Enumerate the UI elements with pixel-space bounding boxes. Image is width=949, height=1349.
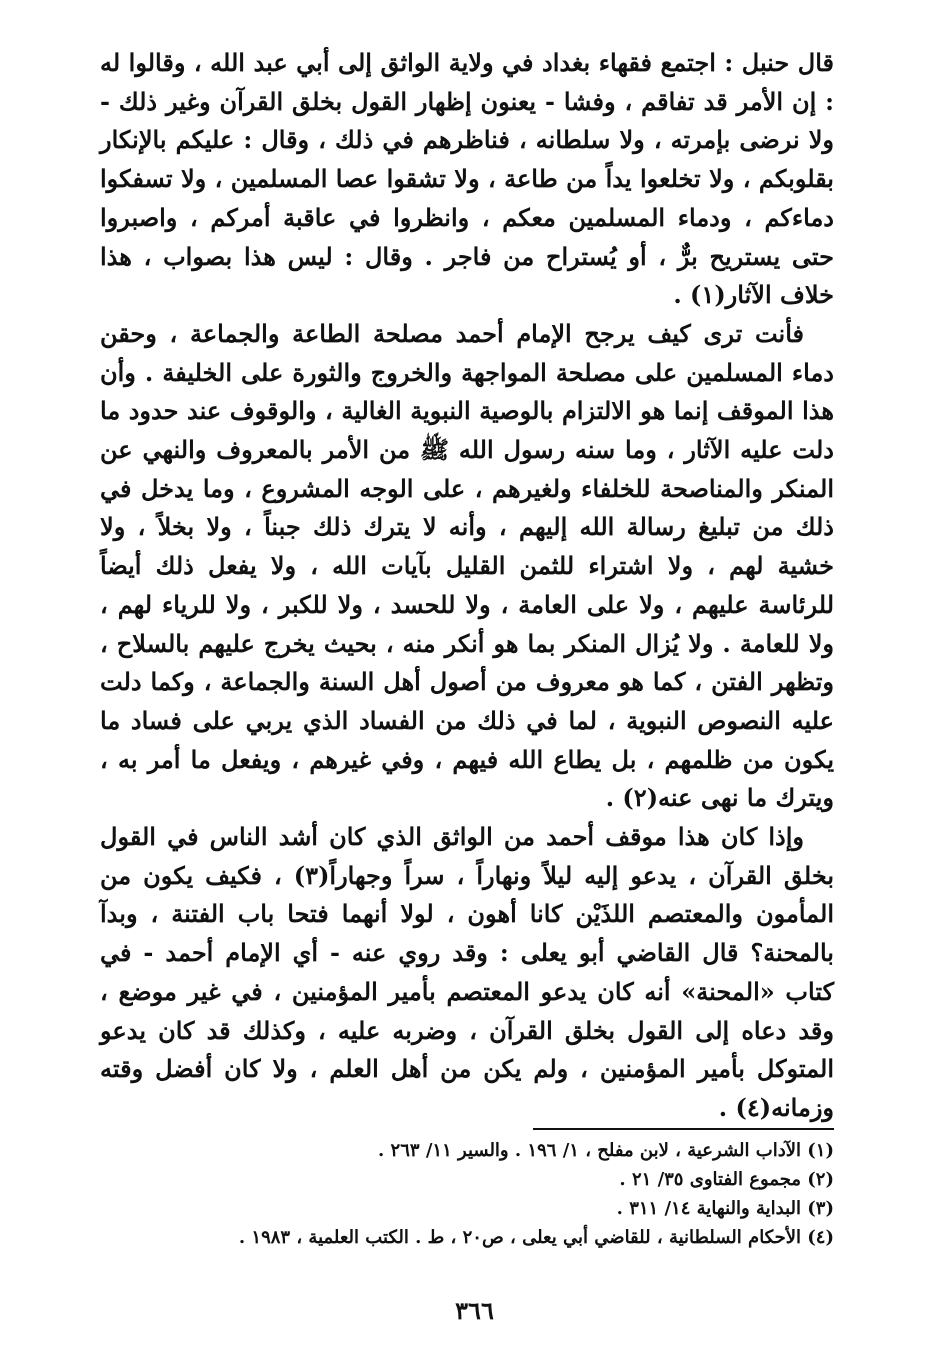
paragraph-2: فأنت ترى كيف يرجح الإمام أحمد مصلحة الطاعة والجماعة ، وحقن دماء المسلمين على مصلحة المواجهة والخروج والثورة على الخليفة . وأن هذا الموقف إنما هو الالتزام بالوصية النبوية الغالية ، والوقوف عند حدود ما دلت عليه الآثار ، وما سنه رسول الله ﷺ من الأمر بالمعروف والنهي عن المنكر والمناصحة للخلفاء ولغيرهم ، على الوجه المشروع ، وما يدخل في ذلك من تبليغ رسالة الله إليهم ، وأنه لا يترك ذلك جبناً ، ولا بخلاً ، ولا خشية لهم ، ولا اشتراء للثمن القليل بآيات الله ، ولا يفعل ذلك أيضاً للرئاسة عليهم ، ولا على العامة ، ولا للحسد ، ولا للكبر ، ولا للرياء لهم ، ولا للعامة . ولا يُزال المنكر بما هو أنكر منه ، بحيث يخرج عليهم بالسلاح ، وتظهر الفتن ، كما هو معروف من أصول أهل السنة والجماعة ، وكما دلت عليه النصوص النبوية ، لما في ذلك من الفساد الذي يربي على فساد ما يكون من ظلمهم ، بل يطاع الله فيهم ، وفي غيرهم ، ويفعل ما أمر به ، ويترك ما نهى عنه(٢) . [100,318,834,813]
paragraph-1: قال حنبل : اجتمع فقهاء بغداد في ولاية الواثق إلى أبي عبد الله ، وقالوا له : إن الأمر قد تفاقم ، وفشا - يعنون إظهار القول بخلق القرآن وغير ذلك - ولا نرضى بإمرته ، ولا سلطانه ، فناظرهم في ذلك ، وقال : عليكم بالإنكار بقلوبكم ، ولا تخلعوا يداً من طاعة ، ولا تشقوا عصا المسلمين ، ولا تسفكوا دماءكم ، ودماء المسلمين معكم ، وانظروا في عاقبة أمركم ، واصبروا حتى يستريح برٌّ ، أو يُستراح من فاجر . وقال : ليس هذا بصواب ، هذا خلاف الآثار(١) . [100,48,834,310]
footnote-4: (٤) الأحكام السلطانية ، للقاضي أبي يعلى ، ص٢٠ ، ط . الكتب العلمية ، ١٩٨٣ . [238,1227,834,1248]
page-number: ٣٦٦ [455,1296,494,1325]
paragraph-3: وإذا كان هذا موقف أحمد من الواثق الذي كان أشد الناس في القول بخلق القرآن ، يدعو إليه ليلاً ونهاراً ، سراً وجهاراً(٣) ، فكيف يكون من المأمون والمعتصم اللذَيْن كانا أهون ، لولا أنهما فتحا باب الفتنة ، وبدآ بالمحنة؟ قال القاضي أبو يعلى : وقد روي عنه - أي الإمام أحمد - في كتاب «المحنة» أنه كان يدعو المعتصم بأمير المؤمنين ، في غير موضع ، وقد دعاه إلى القول بخلق القرآن ، وضربه عليه ، وكذلك قد كان يدعو المتوكل بأمير المؤمنين ، ولم يكن من أهل العلم ، ولا كان أفضل وقته وزمانه(٤) . [100,822,835,1122]
footnote-separator [533,1128,834,1130]
footnotes [100,1136,834,1252]
footnote-2: (٢) مجموع الفتاوى ٣٥/ ٢١ . [619,1169,834,1190]
footnote-3: (٣) البداية والنهاية ١٤/ ٣١١ . [616,1198,834,1219]
main-text [100,44,834,1128]
footnote-1: (١) الآداب الشرعية ، لابن مفلح ، ١/ ١٩٦ . والسير ١١/ ٢٦٣ . [378,1140,834,1161]
